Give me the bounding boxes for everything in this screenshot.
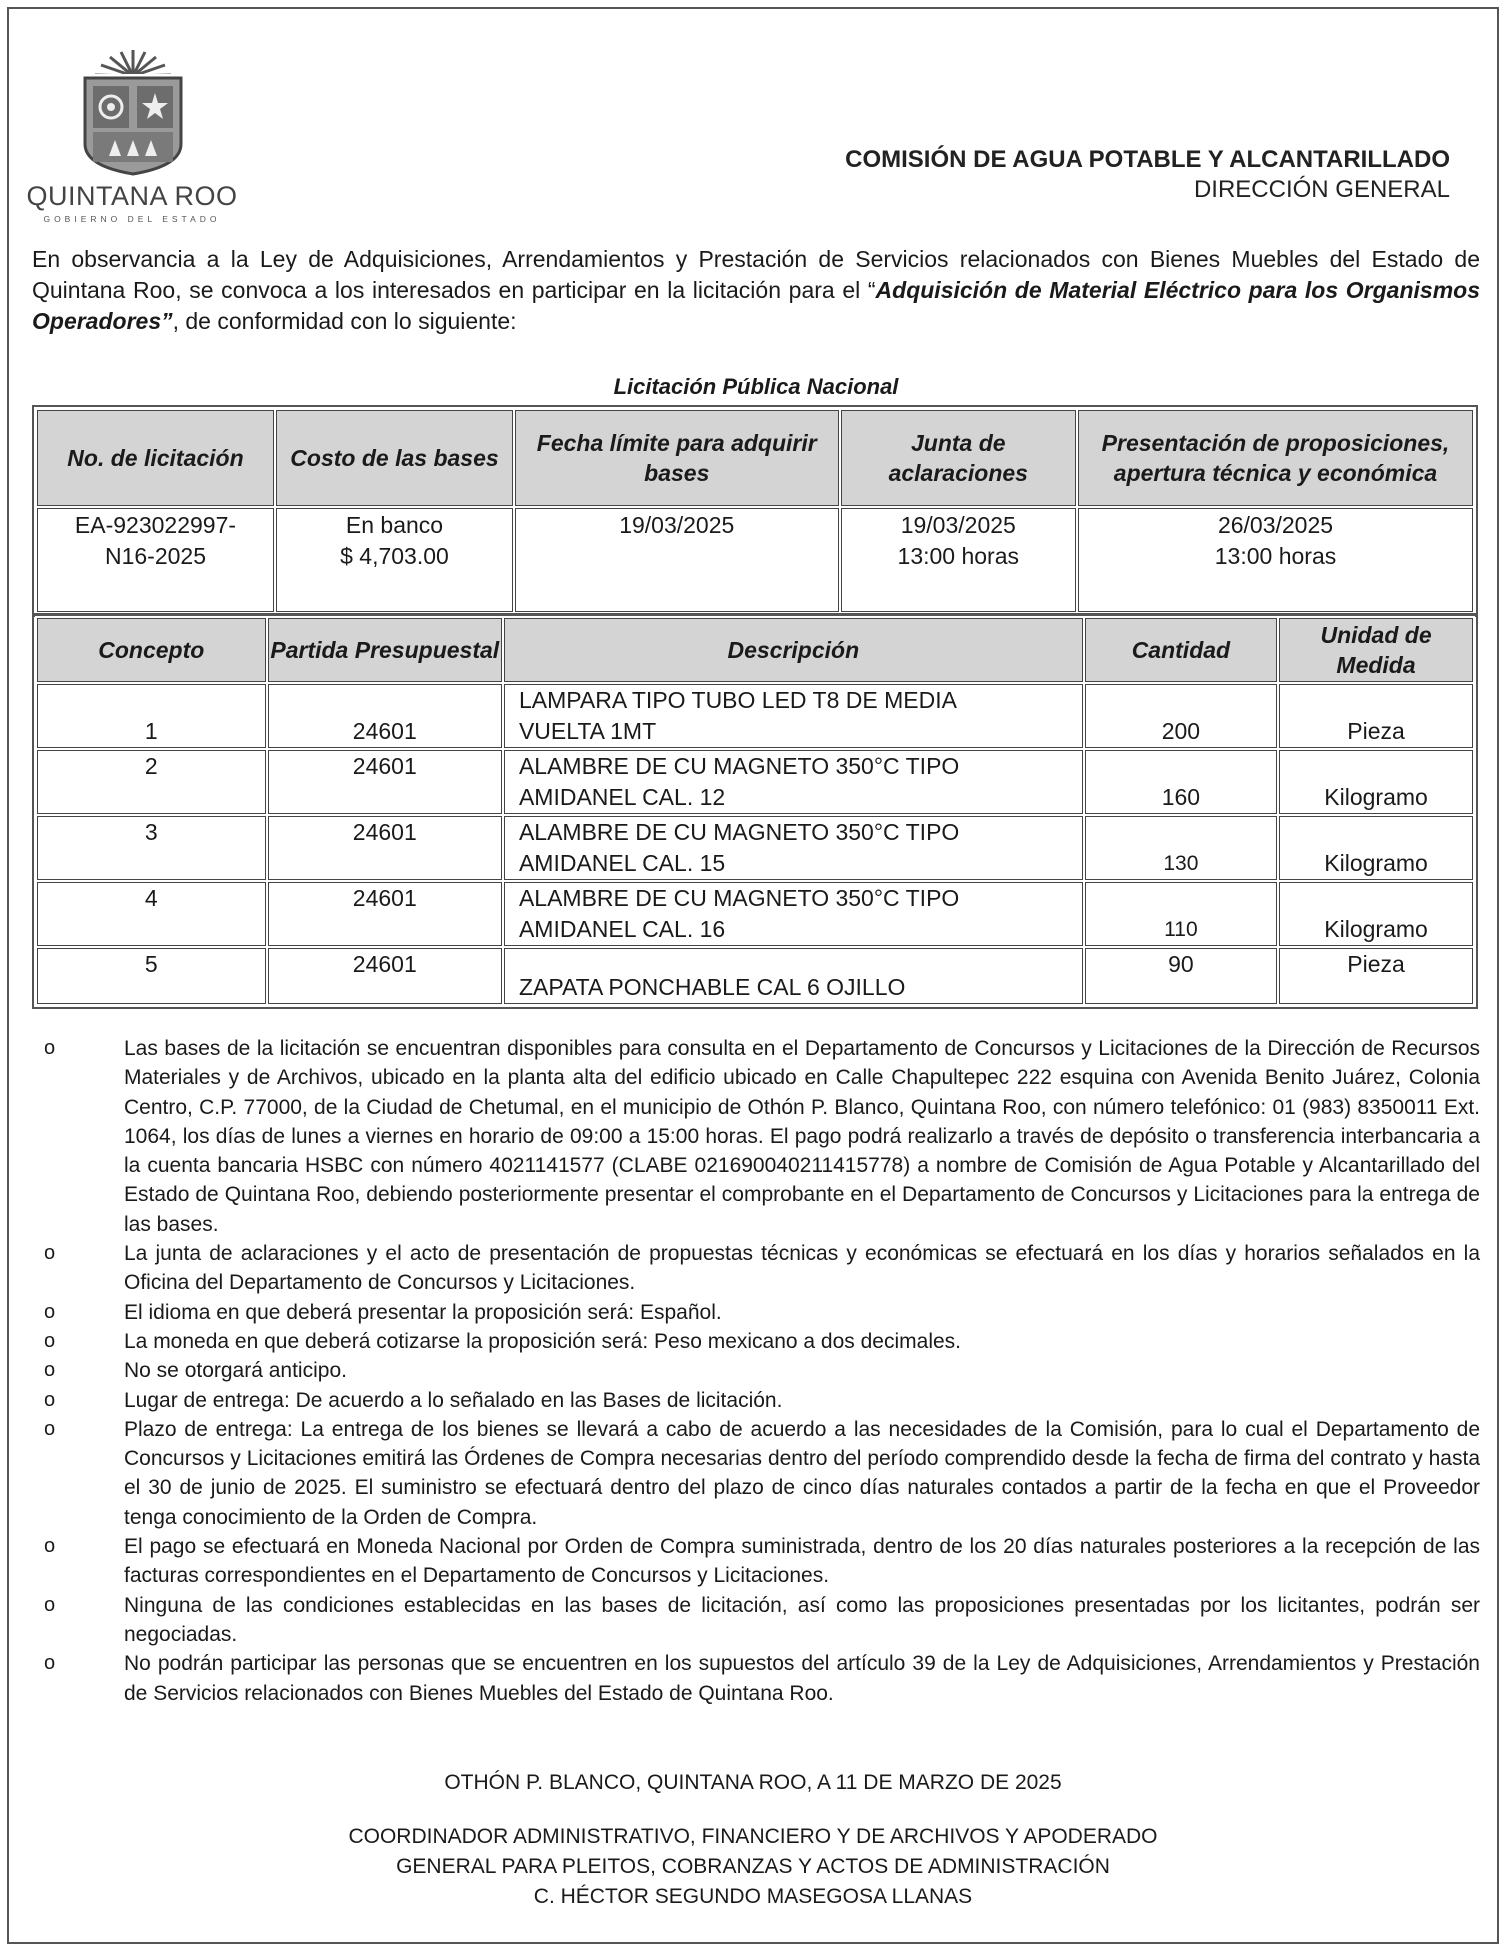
cell-deadline: 19/03/2025 xyxy=(515,508,839,612)
list-item: o La junta de aclaraciones y el acto de presentación de propuestas técnicas y económicas se efectuará en los días y horarios señalados en la Oficina del Departamento de Concursos y Licitaciones. xyxy=(32,1239,1480,1298)
intro-text-end: , de conformidad con lo siguiente: xyxy=(172,308,517,334)
cell-concept: 4 xyxy=(37,882,266,946)
org-name: COMISIÓN DE AGUA POTABLE Y ALCANTARILLADO xyxy=(845,146,1450,173)
bullet-marker: o xyxy=(44,1652,56,1675)
org-department: DIRECCIÓN GENERAL xyxy=(1193,176,1450,203)
tender-table xyxy=(32,405,1478,617)
list-item: o No podrán participar las personas que se encuentren en los supuestos del artículo 39 de la Ley de Adquisiciones, Arrendamientos y Prestación de Servicios relacionados con Bienes Muebles del Estado de Quintana Roo. xyxy=(32,1649,1480,1708)
cell-unit: Kilogramo xyxy=(1279,816,1473,880)
cell-description: LAMPARA TIPO TUBO LED T8 DE MEDIA VUELTA 1MT xyxy=(504,684,1083,748)
bullet-marker: o xyxy=(44,1329,56,1352)
header-proposal-presentation: Presentación de proposiciones, apertura técnica y económica xyxy=(1078,410,1473,506)
list-item: o Lugar de entrega: De acuerdo a lo señalado en las Bases de licitación. xyxy=(32,1386,1480,1415)
signer-title-line1: COORDINADOR ADMINISTRATIVO, FINANCIERO Y DE ARCHIVOS Y APODERADO xyxy=(348,1825,1158,1848)
table-row xyxy=(37,816,1473,880)
cell-budget: 24601 xyxy=(268,684,502,748)
list-item: o Plazo de entrega: La entrega de los bienes se llevará a cabo de acuerdo a las necesidades de la Comisión, para lo cual el Departamento de Concursos y Licitaciones emitirá las Órdenes de Compra necesarias dentro del período comprendido desde la fecha de firma del contrato y hasta el 30 de junio de 2025. El suministro se efectuará dentro del plazo de cinco días naturales contados a partir de la fecha en que el Proveedor tenga conocimiento de la Orden de Compra. xyxy=(32,1415,1480,1532)
header-budget-item: Partida Presupuestal xyxy=(268,618,502,682)
header-quantity: Cantidad xyxy=(1085,618,1277,682)
cell-budget: 24601 xyxy=(268,882,502,946)
organization-heading xyxy=(845,146,1450,204)
cell-description: ALAMBRE DE CU MAGNETO 350°C TIPO AMIDANEL CAL. 16 xyxy=(504,882,1083,946)
list-item: o No se otorgará anticipo. xyxy=(32,1356,1480,1385)
table-row xyxy=(37,750,1473,814)
signer-name: C. HÉCTOR SEGUNDO MASEGOSA LLANAS xyxy=(533,1885,973,1908)
table-row xyxy=(37,508,1473,612)
cell-description: ALAMBRE DE CU MAGNETO 350°C TIPO AMIDANEL CAL. 12 xyxy=(504,750,1083,814)
header-clarification-meeting: Junta de aclaraciones xyxy=(841,410,1076,506)
cell-proposal: 26/03/2025 13:00 horas xyxy=(1078,508,1473,612)
cell-clarification: 19/03/2025 13:00 horas xyxy=(841,508,1076,612)
cell-concept: 2 xyxy=(37,750,266,814)
state-logo xyxy=(26,48,236,223)
cell-description: ALAMBRE DE CU MAGNETO 350°C TIPO AMIDANEL CAL. 15 xyxy=(504,816,1083,880)
bullet-marker: o xyxy=(44,1593,56,1616)
table-row xyxy=(37,684,1473,748)
signature-block xyxy=(0,1822,1506,1912)
bullet-marker: o xyxy=(44,1242,56,1265)
bullet-marker: o xyxy=(44,1417,56,1440)
logo-name: QUINTANA ROO xyxy=(26,181,238,211)
coat-of-arms-icon xyxy=(81,48,185,178)
cell-quantity: 160 xyxy=(1085,750,1277,814)
cell-budget: 24601 xyxy=(268,816,502,880)
list-item: o Las bases de la licitación se encuentran disponibles para consulta en el Departamento de Concursos y Licitaciones de la Dirección de Recursos Materiales y de Archivos, ubicado en la planta alta del edificio ubicado en Calle Chapultepec 222 esquina con Avenida Benito Juárez, Colonia Centro, C.P. 77000, de la Ciudad de Chetumal, en el municipio de Othón P. Blanco, Quintana Roo, con número telefónico: 01 (983) 8350011 Ext. 1064, los días de lunes a viernes en horario de 09:00 a 15:00 horas. El pago podrá realizarlo a través de depósito o transferencia interbancaria a la cuenta bancaria HSBC con número 4021141577 (CLABE 021690040211415778) a nombre de Comisión de Agua Potable y Alcantarillado del Estado de Quintana Roo, debiendo posteriormente presentar el comprobante en el Departamento de Concursos y Licitaciones para la entrega de las bases. xyxy=(32,1034,1480,1239)
bullet-marker: o xyxy=(44,1037,56,1059)
cell-unit: Kilogramo xyxy=(1279,882,1473,946)
list-item: o Ninguna de las condiciones establecidas en las bases de licitación, así como las proposiciones presentadas por los licitantes, podrán ser negociadas. xyxy=(32,1591,1480,1650)
cell-budget: 24601 xyxy=(268,948,502,1004)
cell-unit: Kilogramo xyxy=(1279,750,1473,814)
cell-tender-number: EA-923022997- N16-2025 xyxy=(37,508,274,612)
list-item: o La moneda en que deberá cotizarse la proposición será: Peso mexicano a dos decimales. xyxy=(32,1327,1480,1356)
intro-emphasis: Adquisición de Material Eléctrico para los Organismos Operadores” xyxy=(32,277,1480,334)
header-description: Descripción xyxy=(504,618,1083,682)
logo-subtitle: GOBIERNO DEL ESTADO xyxy=(43,214,221,224)
conditions-list xyxy=(32,1034,1480,1708)
cell-quantity: 90 xyxy=(1085,948,1277,1004)
table-row xyxy=(37,948,1473,1004)
table-row xyxy=(37,882,1473,946)
intro-text: En observancia a la Ley de Adquisiciones, Arrendamientos y Prestación de Servicios relacionados con Bienes Muebles del Estado de Quintana Roo, se convoca a los interesados en participar en la licitación para el “ xyxy=(32,246,1480,303)
cell-bases-cost: En banco $ 4,703.00 xyxy=(276,508,513,612)
header-deadline: Fecha límite para adquirir bases xyxy=(515,410,839,506)
header-unit: Unidad de Medida xyxy=(1279,618,1473,682)
cell-quantity: 200 xyxy=(1085,684,1277,748)
header-tender-number: No. de licitación xyxy=(37,410,274,506)
signer-title-line2: GENERAL PARA PLEITOS, COBRANZAS Y ACTOS DE ADMINISTRACIÓN xyxy=(396,1855,1110,1878)
intro-paragraph xyxy=(32,244,1480,337)
place-date: OTHÓN P. BLANCO, QUINTANA ROO, A 11 DE MARZO DE 2025 xyxy=(444,1771,1062,1794)
cell-unit: Pieza xyxy=(1279,948,1473,1004)
cell-quantity: 130 xyxy=(1085,816,1277,880)
cell-concept: 1 xyxy=(37,684,266,748)
bullet-marker: o xyxy=(44,1535,56,1558)
cell-budget: 24601 xyxy=(268,750,502,814)
cell-concept: 5 xyxy=(37,948,266,1004)
items-table xyxy=(32,613,1478,1009)
tender-table-caption: Licitación Pública Nacional xyxy=(613,374,899,399)
bullet-marker: o xyxy=(44,1359,56,1382)
header-concept: Concepto xyxy=(37,618,266,682)
cell-description: ZAPATA PONCHABLE CAL 6 OJILLO xyxy=(504,948,1083,1004)
cell-unit: Pieza xyxy=(1279,684,1473,748)
bullet-marker: o xyxy=(44,1300,56,1323)
cell-concept: 3 xyxy=(37,816,266,880)
bullet-marker: o xyxy=(44,1388,56,1411)
list-item: o El pago se efectuará en Moneda Nacional por Orden de Compra suministrada, dentro de los 20 días naturales posteriores a la recepción de las facturas correspondientes en el Departamento de Concursos y Licitaciones. xyxy=(32,1532,1480,1591)
header-bases-cost: Costo de las bases xyxy=(276,410,513,506)
list-item: o El idioma en que deberá presentar la proposición será: Español. xyxy=(32,1298,1480,1327)
cell-quantity: 110 xyxy=(1085,882,1277,946)
